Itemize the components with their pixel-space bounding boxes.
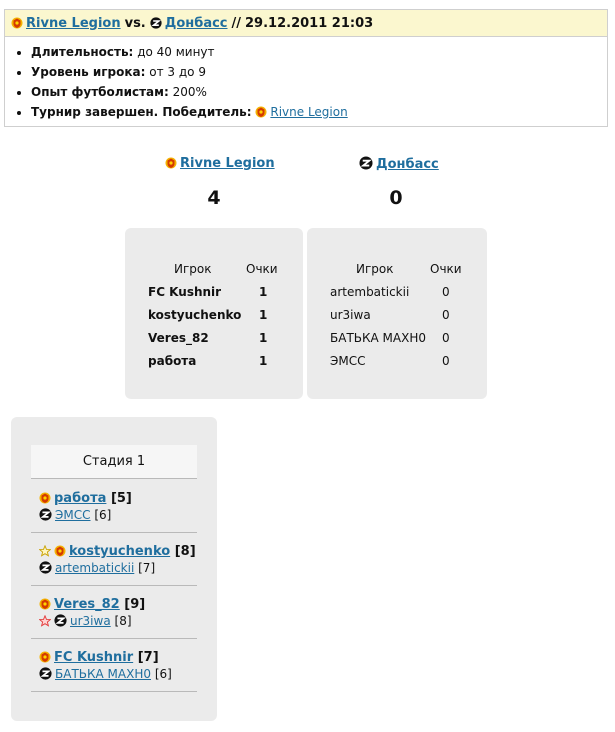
- match-winner-line: [39, 544, 196, 559]
- duration-value: до 40 минут: [137, 45, 215, 59]
- info-experience: [31, 83, 607, 103]
- player-points: 0: [442, 308, 450, 322]
- table-row: [307, 308, 487, 328]
- table-row: [307, 331, 487, 351]
- winner-link[interactable]: Rivne Legion: [270, 105, 348, 119]
- stage-panel: [11, 417, 217, 721]
- header-separator: //: [231, 15, 242, 31]
- legion-crest-icon: [39, 598, 51, 610]
- info-winner: [31, 103, 607, 123]
- match-player-link[interactable]: ur3iwa: [70, 614, 111, 628]
- points-column-header: Очки: [246, 262, 278, 276]
- donbass-logo-icon: [359, 156, 373, 170]
- legion-crest-icon: [39, 492, 51, 504]
- legion-crest-icon: [165, 157, 177, 169]
- header-vs: vs.: [124, 15, 146, 31]
- match-player-link[interactable]: Veres_82: [54, 597, 120, 612]
- match-winner-line: [39, 491, 132, 506]
- team-a-score: 4: [207, 187, 221, 209]
- match-loser-line: [39, 561, 155, 575]
- legion-crest-icon: [39, 651, 51, 663]
- player-points: 0: [442, 285, 450, 299]
- header-team-a-link[interactable]: Rivne Legion: [26, 15, 121, 31]
- player-name: FC Kushnir: [148, 285, 222, 299]
- match-header: [4, 9, 608, 37]
- star-red-icon: [39, 615, 51, 627]
- team-b-heading: [359, 156, 439, 172]
- legion-crest-icon: [255, 106, 267, 118]
- table-row: [125, 285, 303, 305]
- experience-label: Опыт футболистам:: [31, 85, 169, 99]
- team-a-link[interactable]: Rivne Legion: [180, 156, 275, 171]
- match-player-link[interactable]: ЭМСС: [55, 508, 91, 522]
- player-points: 1: [259, 285, 268, 299]
- player-points: 0: [442, 354, 450, 368]
- stage-match: [31, 533, 197, 586]
- duration-label: Длительность:: [31, 45, 134, 59]
- stage-match: [31, 586, 197, 639]
- donbass-logo-icon: [150, 17, 162, 29]
- donbass-logo-icon: [54, 614, 67, 627]
- table-row: [125, 308, 303, 328]
- player-name: Veres_82: [148, 331, 209, 345]
- level-label: Уровень игрока:: [31, 65, 146, 79]
- table-row: [125, 354, 303, 374]
- player-name: ur3iwa: [330, 308, 371, 322]
- match-score: [6]: [154, 667, 172, 681]
- match-score: [9]: [124, 597, 146, 612]
- table-header-row: [307, 262, 487, 282]
- finished-label: Турнир завершен. Победитель:: [31, 105, 252, 119]
- star-outline-icon: [39, 545, 51, 557]
- stage-match: [31, 480, 197, 533]
- player-points: 1: [259, 331, 268, 345]
- info-duration: [31, 43, 607, 63]
- player-name: работа: [148, 354, 197, 368]
- stage-match: [31, 639, 197, 692]
- points-column-header: Очки: [430, 262, 462, 276]
- match-info: [4, 37, 608, 127]
- team-b-score: 0: [389, 187, 403, 209]
- donbass-logo-icon: [39, 667, 52, 680]
- match-score: [7]: [138, 561, 156, 575]
- donbass-logo-icon: [39, 561, 52, 574]
- match-score: [7]: [137, 650, 159, 665]
- header-datetime: 29.12.2011 21:03: [245, 15, 374, 31]
- table-row: [307, 354, 487, 374]
- match-player-link[interactable]: artembatickii: [55, 561, 135, 575]
- legion-crest-icon: [11, 17, 23, 29]
- player-column-header: Игрок: [174, 262, 212, 276]
- match-winner-line: [39, 597, 145, 612]
- player-name: БАТЬКА МАХН0: [330, 331, 426, 345]
- match-score: [5]: [110, 491, 132, 506]
- team-b-link[interactable]: Донбасс: [376, 157, 439, 172]
- match-winner-line: [39, 650, 159, 665]
- team-a-heading: [165, 156, 275, 171]
- match-player-link[interactable]: работа: [54, 491, 107, 506]
- team-a-players-table: [125, 228, 303, 399]
- player-points: 1: [259, 354, 268, 368]
- match-player-link[interactable]: БАТЬКА МАХН0: [55, 667, 151, 681]
- info-level: [31, 63, 607, 83]
- match-loser-line: [39, 667, 172, 681]
- player-name: ЭМСС: [330, 354, 366, 368]
- legion-crest-icon: [54, 545, 66, 557]
- player-points: 1: [259, 308, 268, 322]
- match-loser-line: [39, 508, 111, 522]
- player-column-header: Игрок: [356, 262, 394, 276]
- match-score: [8]: [174, 544, 196, 559]
- player-points: 0: [442, 331, 450, 345]
- table-row: [307, 285, 487, 305]
- match-player-link[interactable]: FC Kushnir: [54, 650, 134, 665]
- table-row: [125, 331, 303, 351]
- match-score: [6]: [94, 508, 112, 522]
- level-value: от 3 до 9: [149, 65, 206, 79]
- match-loser-line: [39, 614, 132, 628]
- stage-title: Стадия 1: [31, 445, 197, 479]
- player-name: kostyuchenko: [148, 308, 242, 322]
- donbass-logo-icon: [39, 508, 52, 521]
- header-team-b-link[interactable]: Донбасс: [164, 15, 228, 31]
- match-player-link[interactable]: kostyuchenko: [69, 544, 171, 559]
- team-b-players-table: [307, 228, 487, 399]
- table-header-row: [125, 262, 303, 282]
- experience-value: 200%: [172, 85, 207, 99]
- match-score: [8]: [114, 614, 132, 628]
- player-name: artembatickii: [330, 285, 410, 299]
